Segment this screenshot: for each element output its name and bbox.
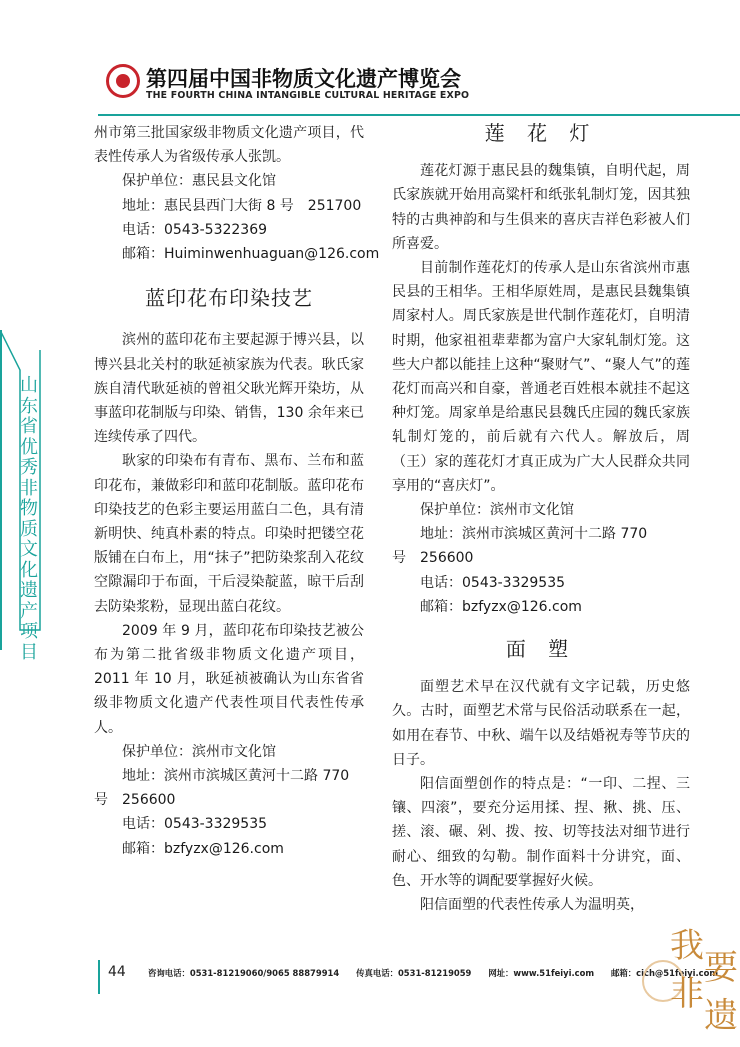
paragraph: 阳信面塑的代表性传承人为温明英， — [420, 897, 644, 914]
contact-address: 地址：惠民县西门大街 8 号 251700 — [122, 197, 362, 214]
paragraph: 滨州的蓝印花布主要起源于博兴县，以博兴县北关村的耿延祯家族为代表。耿氏家族自清代耿延祯的曾祖父耿光辉开染坊，从事蓝印花制版与印染、销售，130 余年来已连续传承了四代。 — [94, 332, 364, 446]
right-column — [392, 121, 690, 917]
paragraph: 耿家的印染布有青布、黑布、兰布和蓝印花布，兼做彩印和蓝印花制版。蓝印花布印染技艺的色彩主要运用蓝白二色，具有清新明快、纯真朴素的特点。印染时把镂空花版铺在白布上，用“抹子”把防染浆刮入花纹空隙漏印于布面，干后浸染靛蓝，晾干后刮去防染浆粉，显现出蓝白花纹。 — [94, 453, 364, 615]
footer-divider — [98, 960, 100, 994]
footer-consult: 咨询电话：0531-81219060/9065 88879914 — [148, 968, 340, 978]
paragraph: 目前制作莲花灯的传承人是山东省滨州市惠民县的王相华。王相华原姓周，是惠民县魏集镇周家村人。周氏家族是世代制作莲花灯，自明清时期，他家祖祖辈辈都为富户大家轧制灯笼。这些大户都以能挂上这种“聚财气”、“聚人气”的莲花灯而高兴和自豪，普通老百姓根本就挂不起这种灯笼。周家单是给惠民县魏氏庄园的魏氏家族轧制灯笼的，前后就有六代人。解放后，周（王）家的莲花灯才真正成为广大人民群众共同享用的“喜庆灯”。 — [392, 260, 690, 494]
contact-phone: 电话：0543-3329535 — [420, 574, 566, 591]
header-title-cn: 第四届中国非物质文化遗产博览会 — [146, 67, 461, 91]
paragraph: 2009 年 9 月，蓝印花布印染技艺被公布为第二批省级非物质文化遗产项目，2011 年 10 月，耿延祯被确认为山东省省级非物质文化遗产代表性项目代表性传承人。 — [94, 622, 364, 736]
footer-email: 邮箱：cich@51feiyi.com — [611, 968, 719, 978]
stamp-char: 非 — [670, 974, 704, 1014]
contact-address: 地址：滨州市滨城区黄河十二路 770 — [420, 526, 648, 543]
header-title-en: THE FOURTH CHINA INTANGIBLE CULTURAL HERITAGE EXPO — [146, 90, 470, 101]
section-title-blue-print: 蓝印花布印染技艺 — [145, 286, 313, 311]
header-divider — [98, 114, 740, 116]
stamp-char: 我 — [670, 926, 704, 966]
page-number: 44 — [108, 964, 126, 980]
paragraph: 莲花灯源于惠民县的魏集镇，自明代起，周氏家族就开始用高粱杆和纸张轧制灯笼，因其独特的古典神韵和与生俱来的喜庆吉祥色彩被人们所喜爱。 — [392, 163, 690, 252]
contact-phone: 电话：0543-5322369 — [122, 221, 268, 238]
paragraph: 阳信面塑创作的特点是：“一印、二捏、三镶、四滚”，要充分运用揉、捏、揪、挑、压、搓、滚、碾、剁、拨、按、切等技法对细节进行耐心、细致的勾勒。制作面料十分讲究，面、色、开水等的调配要掌握好火候。 — [392, 776, 690, 889]
stamp-char: 要 — [704, 948, 738, 988]
left-column — [94, 121, 380, 861]
section-title-dough-sculpture: 面 塑 — [505, 637, 577, 662]
footer-fax: 传真电话：0531-81219059 — [356, 968, 472, 978]
stamp-char: 遗 — [704, 996, 738, 1036]
left-intro: 州市第三批国家级非物质文化遗产项目，代表性传承人为省级传承人张凯。 — [94, 125, 364, 166]
contact-unit: 保护单位：惠民县文化馆 — [122, 173, 276, 190]
section-title-lotus-lantern: 莲 花 灯 — [484, 121, 598, 145]
footer-website: 网址：www.51feiyi.com — [488, 968, 595, 978]
side-tab-line — [0, 330, 2, 650]
contact-address-cont: 号 256600 — [94, 792, 176, 809]
side-tab-label: 山东省优秀非物质文化遗产项目 — [20, 375, 38, 663]
page-header — [0, 0, 740, 118]
expo-logo-icon — [106, 64, 140, 98]
contact-email: 邮箱：bzfyzx@126.com — [122, 840, 284, 857]
contact-unit: 保护单位：滨州市文化馆 — [420, 502, 574, 519]
contact-email: 邮箱：bzfyzx@126.com — [420, 598, 582, 615]
contact-phone: 电话：0543-3329535 — [122, 816, 268, 833]
stamp-logo — [670, 918, 740, 1036]
contact-unit: 保护单位：滨州市文化馆 — [122, 743, 276, 760]
paragraph: 面塑艺术早在汉代就有文字记载，历史悠久。古时，面塑艺术常与民俗活动联系在一起，如用在春节、中秋、端午以及结婚祝寿等节庆的日子。 — [392, 679, 690, 768]
contact-address-cont: 号 256600 — [392, 550, 474, 567]
contact-address: 地址：滨州市滨城区黄河十二路 770 — [122, 768, 350, 785]
contact-email: 邮箱：Huiminwenhuaguan@126.com — [122, 246, 380, 263]
